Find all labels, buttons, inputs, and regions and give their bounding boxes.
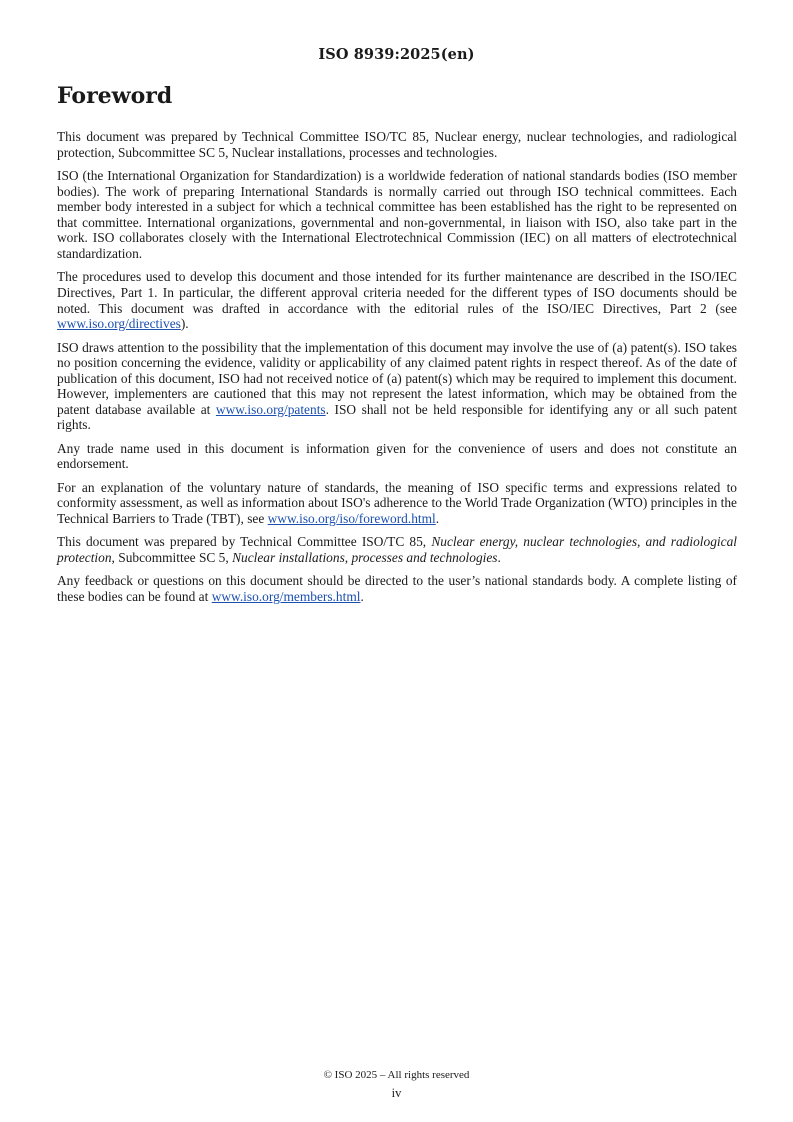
patents-link[interactable]: www.iso.org/patents — [215, 401, 326, 417]
page-footer — [0, 1066, 793, 1102]
paragraph-committee-intro: This document was prepared by Technical Committee ISO/TC 85, Nuclear energy, nuclear technologies, and radiological protection, Subcommittee SC 5, Nuclear installations, processes and technologies. — [57, 129, 737, 160]
paragraph-voluntary-nature — [57, 480, 737, 527]
paragraph-voluntary-nature-text: For an explanation of the voluntary nature of standards, the meaning of ISO specific terms and expressions related to conformity assessment, as well as information about ISO's adherence to the World Trade Organization (WTO) principles in the Technical Barriers to Trade (TBT), see — [57, 479, 737, 527]
paragraph-prepared-by-prefix: This document was prepared by Technical Committee ISO/TC 85, — [57, 534, 432, 550]
subcommittee-name: Nuclear installations, processes and technologies — [232, 550, 498, 566]
directives-link[interactable]: www.iso.org/directives — [57, 316, 181, 332]
paragraph-prepared-by-middle: , Subcommittee SC 5, — [111, 550, 233, 566]
paragraph-feedback-text: Any feedback or questions on this document should be directed to the user’s national standards body. A complete listing of these bodies can be found at — [57, 573, 737, 605]
paragraph-procedures — [57, 269, 737, 331]
page-title: Foreword — [57, 83, 173, 109]
paragraph-iso-federation: ISO (the International Organization for Standardization) is a worldwide federation of national standards bodies (ISO member bodies). The work of preparing International Standards is normally carried out through ISO technical committees. Each member body interested in a subject for which a technical committee has been established has the right to be represented on that committee. International organizations, governmental and non-governmental, in liaison with ISO, also take part in the work. ISO collaborates closely with the International Electrotechnical Commission (IEC) on all matters of electrotechnical standardization. — [57, 167, 737, 261]
committee-name: Nuclear energy, nuclear technologies, and radiological protection — [57, 534, 737, 566]
paragraph-prepared-by — [57, 534, 737, 565]
foreword-body — [57, 129, 737, 612]
paragraph-patents-text: ISO draws attention to the possibility that the implementation of this document may involve the use of (a) patent(s). ISO takes no position concerning the evidence, validity or applicability of any claimed patent rights in respect thereof. As of the date of publication of this document, ISO had not received notice of (a) patent(s) which may be required to implement this document. However, implementers are cautioned that this may not represent the latest information, which may be obtained from the patent database available at — [57, 339, 737, 417]
members-link[interactable]: www.iso.org/members.html — [211, 589, 361, 605]
paragraph-feedback — [57, 573, 737, 604]
paragraph-feedback-tail: . — [360, 589, 364, 605]
foreword-link[interactable]: www.iso.org/iso/foreword.html — [267, 511, 436, 527]
page-number: iv — [391, 1086, 402, 1100]
paragraph-voluntary-nature-tail: . — [435, 511, 440, 527]
paragraph-trade-name: Any trade name used in this document is information given for the convenience of users and does not constitute an endorsement. — [57, 440, 737, 472]
document-id-header: ISO 8939:2025(en) — [318, 46, 475, 63]
paragraph-prepared-by-tail: . — [497, 550, 501, 566]
paragraph-procedures-tail: ). — [180, 316, 189, 332]
paragraph-patents — [57, 340, 737, 434]
paragraph-procedures-text: The procedures used to develop this document and those intended for its further maintenance are described in the ISO/IEC Directives, Part 1. In particular, the different approval criteria needed for the different types of ISO documents should be noted. This document was drafted in accordance with the editorial rules of the ISO/IEC Directives, Part 2 (see — [57, 269, 737, 316]
paragraph-patents-tail: . ISO shall not be held responsible for identifying any or all such patent rights. — [57, 401, 737, 433]
copyright-notice: © ISO 2025 – All rights reserved — [323, 1069, 470, 1081]
